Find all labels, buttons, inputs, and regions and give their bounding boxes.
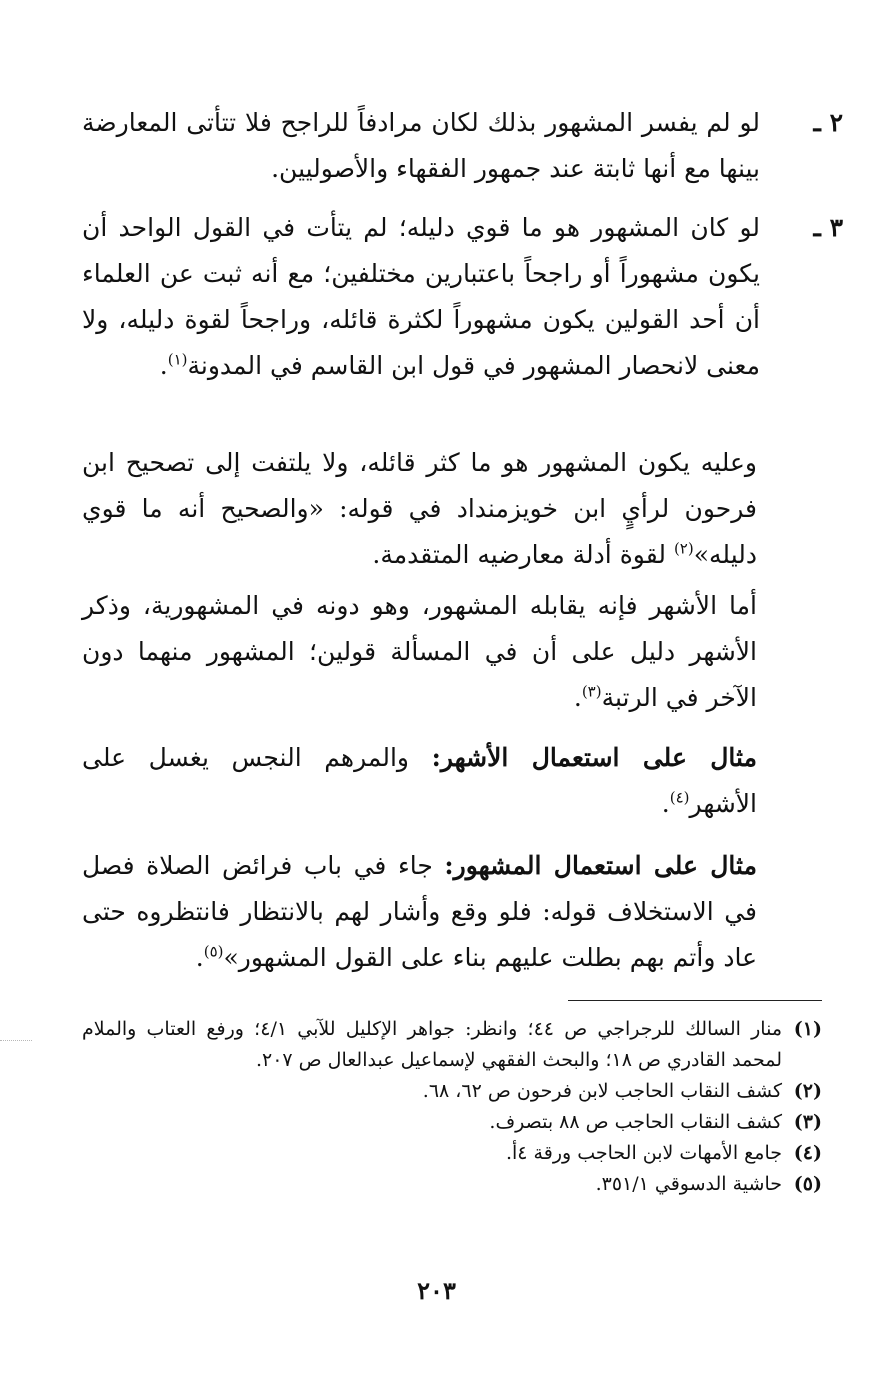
item-number-2: ٢ ـ [813, 108, 843, 137]
footnote-text: كشف النقاب الحاجب ص ٨٨ بتصرف. [489, 1111, 782, 1133]
example-label-mashhur: مثال على استعمال المشهور: [444, 851, 757, 880]
paragraph-3-tail: . [661, 789, 670, 818]
footnote-3 [82, 1107, 822, 1138]
scan-edge-mark [0, 1040, 32, 1041]
footnote-separator [568, 1000, 822, 1001]
paragraph-1-body: وعليه يكون المشهور هو ما كثر قائله، ولا يلتفت إلى تصحيح ابن فرحون لرأيٍ ابن خويزمنداد في قوله: «والصحيح أنه ما قوي دليله» [82, 448, 757, 569]
paragraph-4 [82, 843, 822, 981]
footnote-4 [82, 1138, 822, 1169]
footnote-number: (٤) [793, 1142, 822, 1164]
footnote-number: (١) [793, 1018, 822, 1040]
footnote-ref-3[interactable]: (٣) [581, 682, 602, 701]
paragraph-2-body: أما الأشهر فإنه يقابله المشهور، وهو دونه في المشهورية، وذكر الأشهر دليل على أن في المسألة قولين؛ المشهور منهما دون الآخر في الرتبة [82, 591, 757, 712]
paragraph-3-body: والمرهم النجس يغسل على الأشهر [82, 743, 757, 818]
paragraph-4-body: جاء في باب فرائض الصلاة فصل في الاستخلاف قوله: فلو وقع وأشار لهم بالانتظار فانتظروه حتى عاد وأتم بهم بطلت عليهم بناء على القول المشهور» [82, 851, 757, 972]
footnote-text: كشف النقاب الحاجب لابن فرحون ص ٦٢، ٦٨. [422, 1080, 782, 1102]
paragraph-2-tail: . [573, 683, 582, 712]
paragraph-3 [82, 735, 822, 827]
item-2-text [82, 100, 760, 192]
footnote-5 [82, 1169, 822, 1200]
item-number-3: ٣ ـ [813, 213, 843, 242]
footnote-ref-1[interactable]: (١) [167, 350, 188, 369]
footnote-number: (٥) [793, 1173, 822, 1195]
footnote-ref-4[interactable]: (٤) [669, 788, 690, 807]
footnotes [82, 1014, 822, 1200]
footnote-text: حاشية الدسوقي ٣٥١/١. [595, 1173, 782, 1195]
footnote-ref-2[interactable]: (٢) [673, 539, 694, 558]
footnote-number: (٣) [793, 1111, 822, 1133]
footnote-ref-5[interactable]: (٥) [203, 942, 224, 961]
footnote-number: (٢) [793, 1080, 822, 1102]
page-number: ٢٠٣ [417, 1276, 456, 1305]
example-label-ashhar: مثال على استعمال الأشهر: [431, 743, 757, 772]
footnote-2 [82, 1076, 822, 1107]
footnote-1 [82, 1014, 822, 1076]
paragraph-1 [82, 440, 822, 578]
item-3-text [82, 205, 760, 389]
item-3-body: لو كان المشهور هو ما قوي دليله؛ لم يتأت في القول الواحد أن يكون مشهوراً أو راجحاً باعتبارين مختلفين؛ مع أنه ثبت عن العلماء أن أحد القولين يكون مشهوراً لكثرة قائله، وراجحاً لقوة دليله، ولا معنى لانحصار المشهور في قول ابن القاسم في المدونة [82, 213, 760, 380]
paragraph-4-tail: . [195, 943, 204, 972]
item-3-tail: . [159, 351, 168, 380]
paragraph-1-tail: لقوة أدلة معارضيه المتقدمة. [372, 540, 674, 569]
footnote-text: جامع الأمهات لابن الحاجب ورقة ٤أ. [505, 1142, 782, 1164]
paragraph-2 [82, 583, 822, 721]
footnote-text: منار السالك للرجراجي ص ٤٤؛ وانظر: جواهر الإكليل للآبي ٤/١؛ ورفع العتاب والملام لمحمد القادري ص ١٨؛ والبحث الفقهي لإسماعيل عبدالعال ص ٢٠٧. [82, 1018, 782, 1071]
item-2-body: لو لم يفسر المشهور بذلك لكان مرادفاً للراجح فلا تتأتى المعارضة بينها مع أنها ثابتة عند جمهور الفقهاء والأصوليين. [82, 108, 760, 183]
